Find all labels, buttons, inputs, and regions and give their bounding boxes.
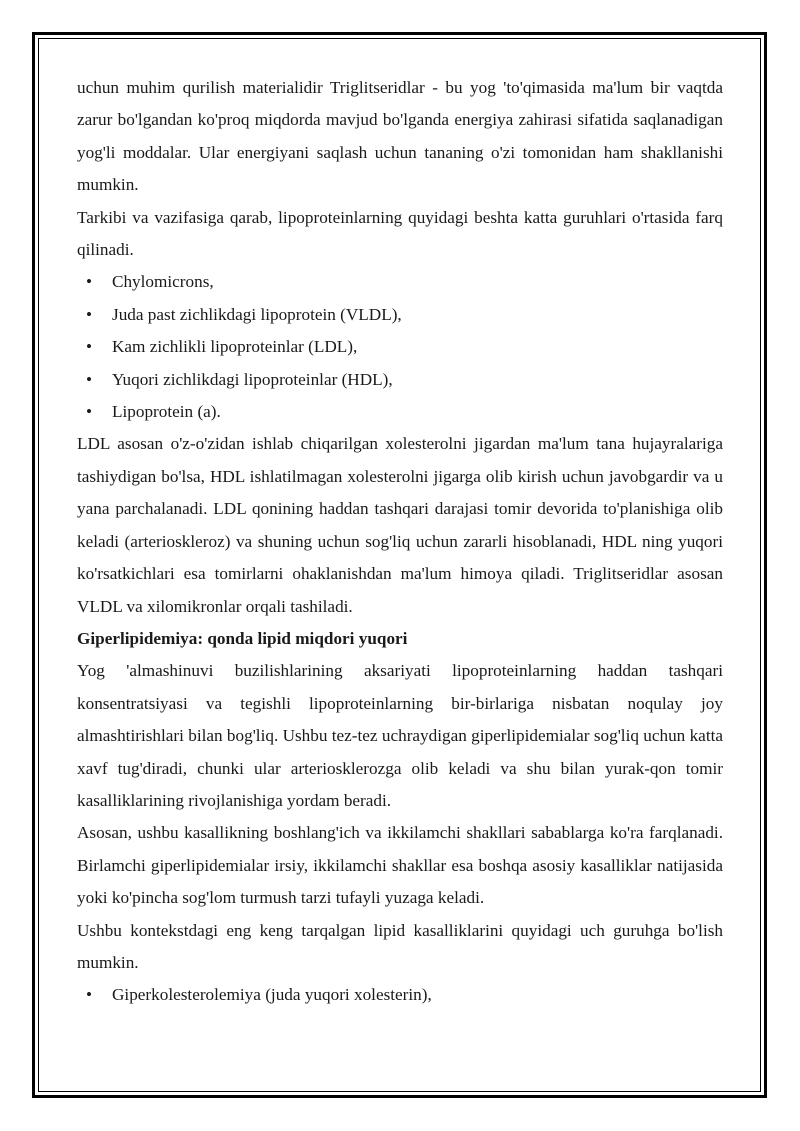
list-item — [77, 396, 723, 428]
document-body — [77, 72, 723, 1012]
section-heading: Giperlipidemiya: qonda lipid miqdori yuqori — [77, 628, 408, 648]
paragraph-triglycerides: uchun muhim qurilish materialidir Triglitseridlar - bu yog 'to'qimasida ma'lum bir vaqtda zarur bo'lgandan ko'proq miqdorda mavjud bo'lganda energiya zahirasi sifatida saqlanadigan yog'li moddalar. Ular energiyani saqlash uchun tananing o'zi tomonidan ham shakllanishi mumkin. — [77, 78, 723, 195]
paragraph-ldl-hdl: LDL asosan o'z-o'zidan ishlab chiqarilgan xolesterolni jigardan ma'lum tana hujayralariga tashiydigan bo'lsa, HDL ishlatilmagan xolesterolni jigarga olib kirish uchun javobgardir va u yana parchalanadi. LDL qonining haddan tashqari darajasi tomir devorida to'planishiga olib keladi (arterioskleroz) va shuning uchun sog'liq uchun zararli hisoblanadi, HDL ning yuqori ko'rsatkichlari esa tomirlarni ohaklanishdan ma'lum himoya qiladi. Triglitseridlar asosan VLDL va xilomikronlar orqali tashiladi. — [77, 434, 723, 616]
list-item-text: Kam zichlikli lipoproteinlar (LDL), — [112, 337, 358, 357]
paragraph-primary-secondary: Asosan, ushbu kasallikning boshlang'ich va ikkilamchi shakllari sabablarga ko'ra farqlanadi. Birlamchi giperlipidemialar irsiy, ikkilamchi shakllar esa boshqa asosiy kasalliklar natijasida yoki ko'pincha sog'lom turmush tarzi tufayli yuzaga keladi. — [77, 823, 723, 908]
list-item-text: Yuqori zichlikdagi lipoproteinlar (HDL), — [112, 369, 393, 389]
list-item-text: Giperkolesterolemiya (juda yuqori xolesterin), — [112, 985, 432, 1005]
list-item — [77, 266, 723, 298]
bullet-icon: • — [86, 369, 93, 389]
bullet-icon: • — [86, 985, 93, 1005]
bullet-icon: • — [86, 272, 93, 292]
paragraph-hyperlipidemia: Yog 'almashinuvi buzilishlarining aksariyati lipoproteinlarning haddan tashqari konsentratsiyasi va tegishli lipoproteinlarning bir-birlariga nisbatan noqulay joy almashtirishlari bilan bog'liq. Ushbu tez-tez uchraydigan giperlipidemialar sog'liq uchun katta xavf tug'diradi, chunki ular arteriosklerozga olib keladi va shu bilan yurak-qon tomir kasalliklarining rivojlanishiga yordam beradi. — [77, 661, 723, 810]
bullet-icon: • — [86, 304, 93, 324]
list-item — [77, 299, 723, 331]
bullet-icon: • — [86, 337, 93, 357]
paragraph-three-groups: Ushbu kontekstdagi eng keng tarqalgan lipid kasalliklarini quyidagi uch guruhga bo'lish mumkin. — [77, 920, 723, 972]
list-item — [77, 979, 723, 1011]
paragraph-lipoprotein-groups: Tarkibi va vazifasiga qarab, lipoproteinlarning quyidagi beshta katta guruhlari o'rtasida farq qilinadi. — [77, 207, 723, 260]
lipid-disorder-list — [77, 979, 723, 1011]
lipoprotein-list — [77, 266, 723, 428]
list-item-text: Lipoprotein (a). — [112, 402, 221, 422]
list-item-text: Chylomicrons, — [112, 272, 214, 292]
list-item — [77, 364, 723, 396]
list-item — [77, 331, 723, 363]
list-item-text: Juda past zichlikdagi lipoprotein (VLDL), — [112, 304, 402, 324]
bullet-icon: • — [86, 402, 93, 422]
